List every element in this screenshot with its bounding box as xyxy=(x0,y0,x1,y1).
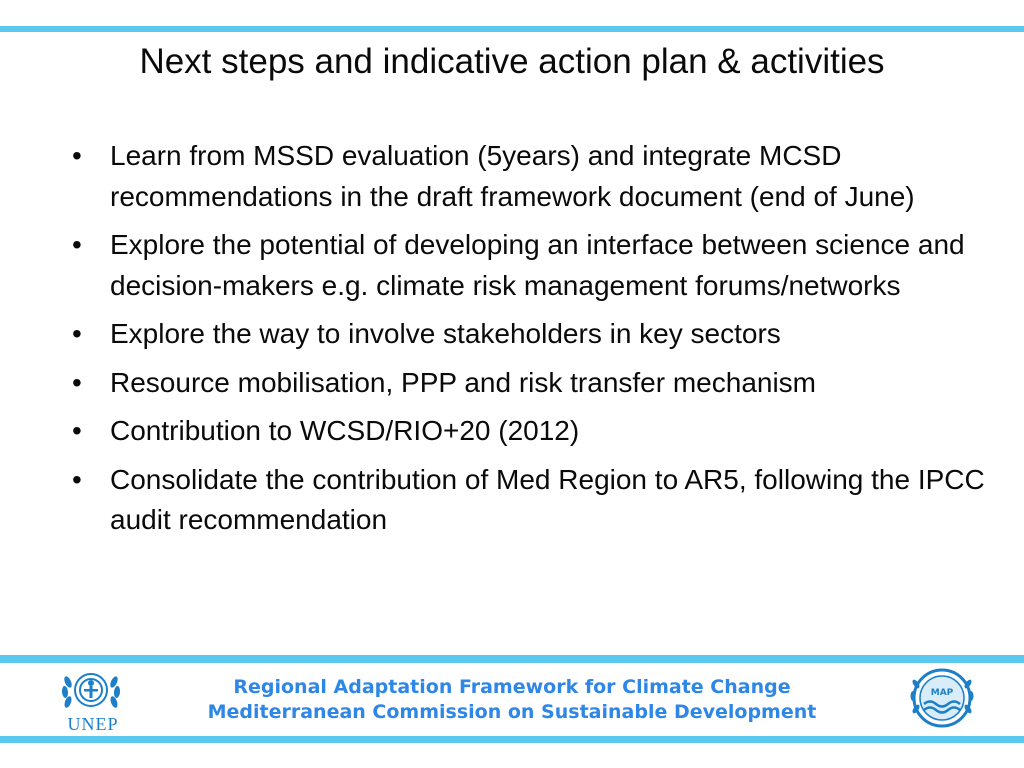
bullet-item xyxy=(70,225,990,306)
bullet-item xyxy=(70,411,990,452)
bullet-text: Consolidate the contribution of Med Region to AR5, following the IPCC audit recommendation xyxy=(110,463,985,535)
unep-logo-label: UNEP xyxy=(67,714,119,734)
bullet-text: Resource mobilisation, PPP and risk transfer mechanism xyxy=(110,366,817,398)
slide-title: Next steps and indicative action plan & activities xyxy=(139,42,885,81)
map-logo-icon xyxy=(906,666,978,730)
footer-accent-bar-bottom xyxy=(0,736,1024,743)
bullet-text: Explore the potential of developing an interface between science and decision-makers e.g. climate risk management forums/networks xyxy=(110,229,965,301)
map-logo-label: MAP xyxy=(930,688,954,698)
bullet-dot-icon: • xyxy=(72,415,82,446)
bullet-item xyxy=(70,314,990,355)
bullet-text: Explore the way to involve stakeholders in key sectors xyxy=(110,318,781,349)
bullet-text: Learn from MSSD evaluation (5years) and integrate MCSD recommendations in the draft framework document (end of June) xyxy=(110,140,915,212)
bullet-text: Contribution to WCSD/RIO+20 (2012) xyxy=(110,415,580,446)
bullet-item xyxy=(70,136,990,217)
bullet-item xyxy=(70,363,990,404)
bullet-dot-icon: • xyxy=(72,229,82,260)
bullet-dot-icon: • xyxy=(72,463,82,495)
footer-accent-bar-top xyxy=(0,655,1024,663)
bullet-dot-icon: • xyxy=(72,318,82,349)
bullet-dot-icon: • xyxy=(72,366,82,398)
bullet-dot-icon: • xyxy=(72,140,82,171)
bullet-item xyxy=(70,460,990,541)
footer-line-1: Regional Adaptation Framework for Climate Change xyxy=(233,676,791,698)
footer-line-2: Mediterranean Commission on Sustainable Development xyxy=(207,701,817,723)
footer-text xyxy=(180,675,844,725)
top-accent-bar xyxy=(0,26,1024,32)
bullet-list xyxy=(70,136,990,549)
